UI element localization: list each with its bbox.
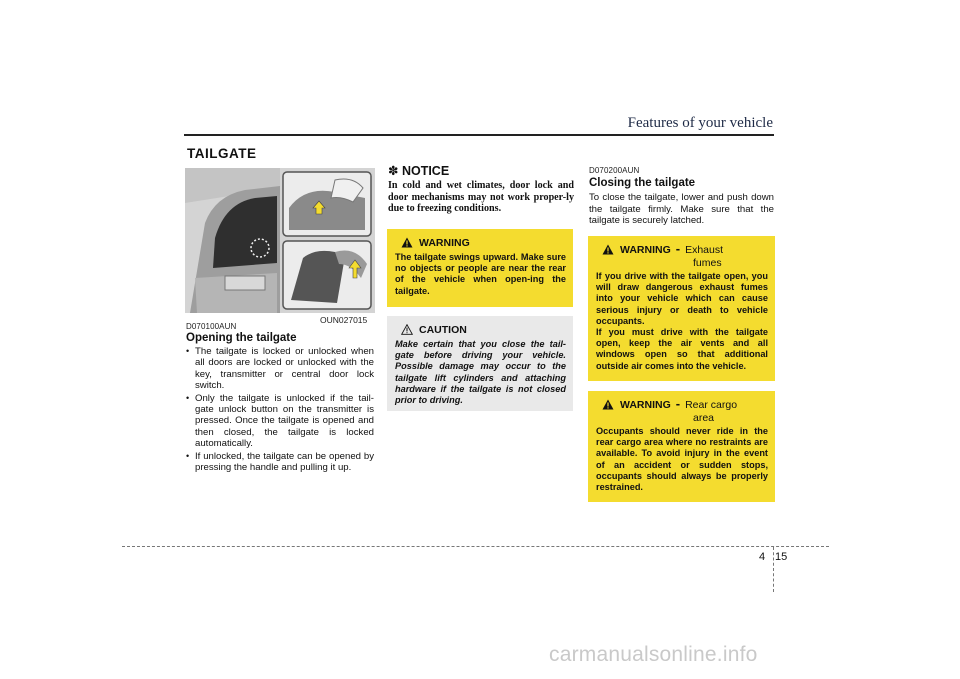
warning-icon [602,244,614,255]
warning-icon [602,399,614,410]
warning-tailgate-box [387,229,573,307]
warning-cargo-dash: - [675,396,681,411]
opening-bullet: • If unlocked, the tailgate can be opened by pressing the handle and pulling it up. [186,451,374,474]
caution-icon [401,324,413,335]
warning-exhaust-title: WARNING [620,244,671,256]
footer-dashed-divider [773,547,774,592]
footer-dashed-rule [122,546,829,547]
caution-body: Make certain that you close the tail-gate before driving your vehicle. Possible damage may occur to the tailgate lift cylinders and attaching hardware if the tailgate is not closed prior to driving. [395,339,566,406]
warning-cargo-box [588,391,775,502]
page-section-number: 4 [759,551,766,563]
warning-exhaust-body: If you drive with the tailgate open, you will draw dangerous exhaust fumes into your vehicle which can cause serious injury or death to vehicle occupants. If you must drive with the tailgate open, keep the air vents and all windows open so that additional outside air comes into the vehicle. [596,271,768,371]
notice-body: In cold and wet climates, door lock and door mechanisms may not work proper-ly due to freezing conditions. [388,180,574,215]
warning-exhaust-dash: - [675,241,681,256]
section-title: TAILGATE [187,146,257,161]
figure-code: OUN027015 [320,315,368,325]
warning-tailgate-title: WARNING [419,237,470,249]
warning-tailgate-body: The tailgate swings upward. Make sure no objects or people are near the rear of the vehicle when open-ing the tailgate. [395,252,566,296]
warning-exhaust-subtitle-cont: fumes [693,257,722,269]
warning-exhaust-box [588,236,775,381]
warning-cargo-body: Occupants should never ride in the rear cargo area where no restraints are available. To avoid injury in the event of an accident or sudden stops, occupants should always be properly restrained. [596,426,768,493]
warning-cargo-subtitle: Rear cargo [685,399,738,411]
caution-title: CAUTION [419,324,467,336]
opening-bullet-list [186,346,374,474]
warning-exhaust-subtitle: Exhaust [685,244,724,256]
opening-bullet: • Only the tailgate is unlocked if the tail-gate unlock button on the transmitter is pressed. Once the tailgate is opened and then closed, the tailgate is locked automatically. [186,393,374,450]
opening-bullet: • The tailgate is locked or unlocked when all doors are locked or unlocked with the key, transmitter or central door lock switch. [186,346,374,392]
notice-title: ✽ NOTICE [388,164,450,178]
closing-heading: Closing the tailgate [589,177,696,189]
tailgate-photo [185,168,375,313]
opening-heading: Opening the tailgate [186,332,297,344]
opening-code: D070100AUN [186,322,237,331]
tailgate-illustration [185,168,375,313]
warning-cargo-title: WARNING [620,399,671,411]
warning-cargo-subtitle-cont: area [693,412,715,424]
closing-body: To close the tailgate, lower and push down the tailgate firmly. Make sure that the tailgate is securely latched. [589,192,774,227]
watermark: carmanualsonline.info [549,643,758,666]
warning-icon [401,237,413,248]
closing-code: D070200AUN [589,166,640,175]
header-title: Features of your vehicle [627,115,773,131]
page-number: 15 [775,551,788,563]
caution-box [387,316,573,411]
header-rule [184,134,774,136]
